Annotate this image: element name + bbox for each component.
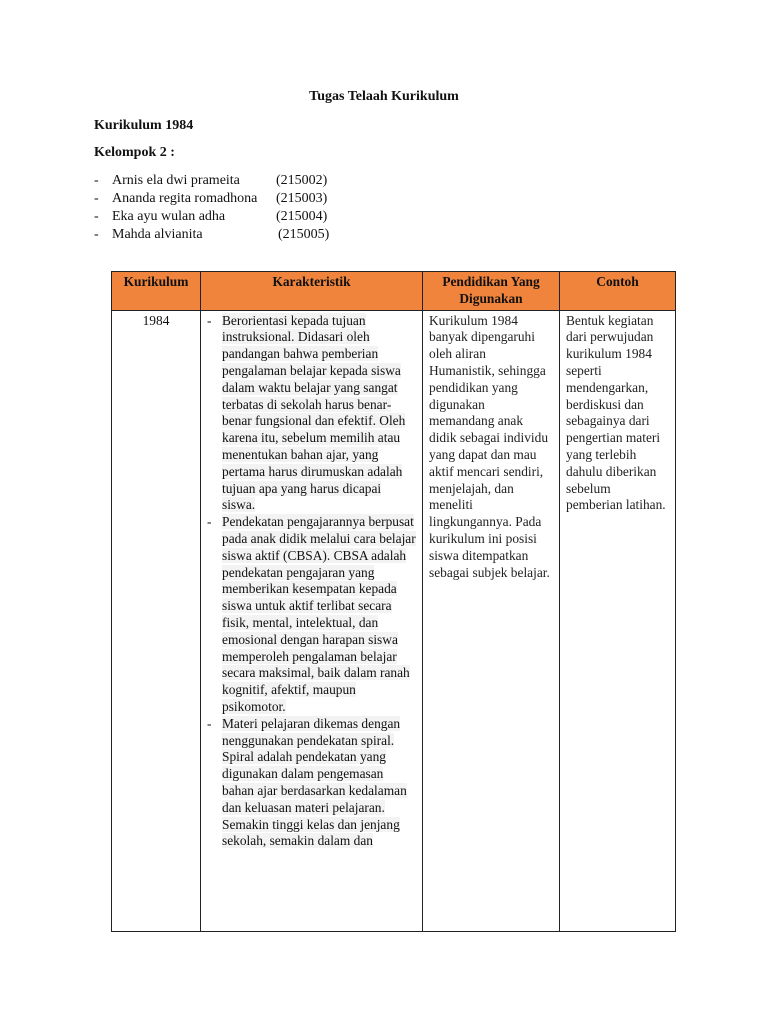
- karakteristik-item: [207, 313, 416, 515]
- list-dash: -: [94, 191, 99, 206]
- cell-contoh: Bentuk kegiatan dari perwujudan kurikulum 1984 seperti mendengarkan, berdiskusi dan sebagainya dari pengertian materi yang terlebih dahulu diberikan sebelum pemberian latihan.: [560, 310, 676, 931]
- karakteristik-text: Berorientasi kepada tujuan instruksional. Didasari oleh pandangan bahwa pemberian pengalaman belajar kepada siswa dalam waktu belajar yang sangat terbatas di sekolah harus benar-benar fungsional dan efektif. Oleh karena itu, sebelum memilih atau menentukan bahan ajar, yang pertama harus dirumuskan adalah tujuan apa yang harus dicapai siswa.: [222, 312, 406, 513]
- list-dash: -: [94, 227, 99, 242]
- member-name: Eka ayu wulan adha: [112, 209, 226, 224]
- member-nim: (215004): [276, 209, 328, 224]
- cell-kurikulum-year: 1984: [112, 310, 201, 931]
- karakteristik-text: Materi pelajaran dikemas dengan nenggunakan pendekatan spiral. Spiral adalah pendekatan yang digunakan dalam pengemasan bahan ajar berdasarkan kedalaman dan keluasan materi pelajaran. Semakin tinggi kelas dan jenjang sekolah, semakin dalam dan: [222, 715, 407, 849]
- member-name: Ananda regita romadhona: [112, 191, 258, 206]
- cell-karakteristik: [201, 310, 423, 931]
- header-karakteristik: Karakteristik: [201, 272, 423, 311]
- curriculum-table: [111, 271, 676, 932]
- kelompok-heading: Kelompok 2 :: [94, 145, 175, 160]
- list-dash: -: [207, 514, 212, 530]
- header-kurikulum: Kurikulum: [112, 272, 201, 311]
- header-pendidikan: Pendidikan Yang Digunakan: [423, 272, 560, 311]
- kurikulum-heading: Kurikulum 1984: [94, 118, 194, 133]
- karakteristik-item: [207, 514, 416, 716]
- member-nim: (215002): [276, 173, 328, 188]
- member-nim: (215005): [278, 227, 330, 242]
- document-title: Tugas Telaah Kurikulum: [309, 89, 459, 104]
- karakteristik-item: [207, 716, 416, 850]
- member-name: Mahda alvianita: [112, 227, 203, 242]
- list-dash: -: [207, 312, 212, 328]
- list-dash: -: [207, 715, 212, 731]
- member-nim: (215003): [276, 191, 328, 206]
- list-dash: -: [94, 173, 99, 188]
- table-row: [112, 310, 676, 931]
- karakteristik-text: Pendekatan pengajarannya berpusat pada anak didik melalui cara belajar siswa aktif (CBSA). CBSA adalah pendekatan pengajaran yang memberikan kesempatan kepada siswa untuk aktif terlibat secara fisik, mental, intelektual, dan emosional dengan harapan siswa memperoleh pengalaman belajar secara maksimal, baik dalam ranah kognitif, afektif, maupun psikomotor.: [222, 514, 416, 714]
- header-contoh: Contoh: [560, 272, 676, 311]
- list-dash: -: [94, 209, 99, 224]
- cell-pendidikan: Kurikulum 1984 banyak dipengaruhi oleh aliran Humanistik, sehingga pendidikan yang digunakan memandang anak didik sebagai individu yang dapat dan mau aktif mencari sendiri, menjelajah, dan meneliti lingkungannya. Pada kurikulum ini posisi siswa ditempatkan sebagai subjek belajar.: [423, 310, 560, 931]
- member-name: Arnis ela dwi prameita: [112, 173, 240, 188]
- karakteristik-list: [207, 313, 416, 851]
- table-header-row: [112, 272, 676, 311]
